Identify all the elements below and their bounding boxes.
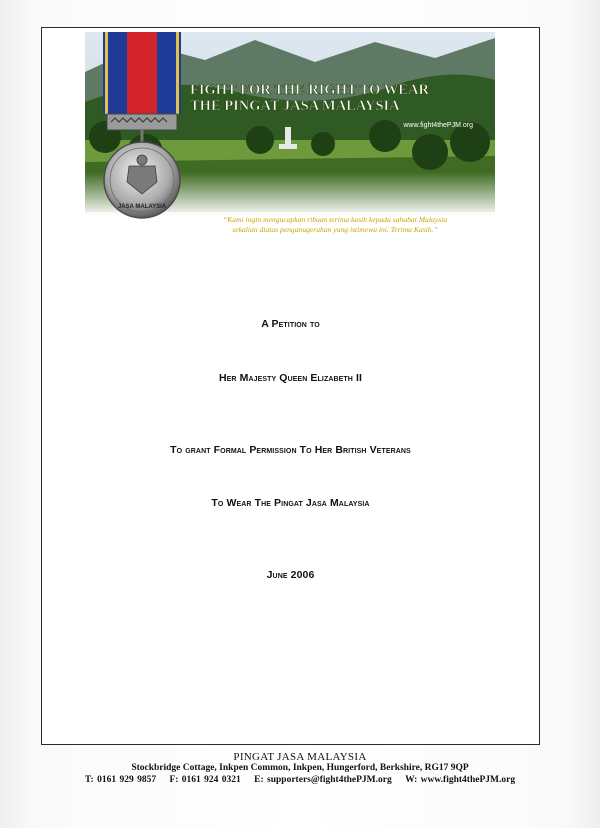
banner-headline-line2: THE PINGAT JASA MALAYSIA bbox=[190, 98, 400, 114]
petition-subject: To Wear The Pingat Jasa Malaysia bbox=[211, 497, 370, 509]
footer-contacts bbox=[0, 775, 600, 785]
header-banner bbox=[85, 32, 495, 242]
banner-website: www.fight4thePJM.org bbox=[403, 122, 473, 129]
medal-label: JASA MALAYSIA bbox=[117, 204, 167, 210]
footer-fax: F: 0161 924 0321 bbox=[169, 775, 241, 785]
footer-address: Stockbridge Cottage, Inkpen Common, Inkpen, Hungerford, Berkshire, RG17 9QP bbox=[131, 763, 469, 773]
banner-quote-line1: “Kami ingin mengucapkan ribuan terima kasih kepada sahabat Malaysia bbox=[223, 215, 447, 224]
footer-telephone: T: 0161 929 9857 bbox=[84, 775, 157, 785]
medal-ribbon bbox=[103, 32, 181, 114]
petition-date: June 2006 bbox=[266, 569, 315, 581]
footer-email: E: supporters@fight4thePJM.org bbox=[254, 775, 392, 785]
banner-quote-line2: sekalian diatas penganugerahan yang istimewa ini. Terima Kasih.” bbox=[232, 225, 438, 234]
footer-organisation: PINGAT JASA MALAYSIA bbox=[233, 751, 367, 763]
banner-graphic bbox=[85, 32, 495, 242]
banner-headline-line1: FIGHT FOR THE RIGHT TO WEAR bbox=[190, 82, 429, 98]
footer-website: W: www.fight4thePJM.org bbox=[405, 775, 516, 785]
petition-intro: A Petition to bbox=[261, 318, 320, 330]
petition-purpose: To grant Formal Permission To Her British Veterans bbox=[170, 444, 411, 456]
petition-recipient: Her Majesty Queen Elizabeth II bbox=[218, 372, 362, 384]
